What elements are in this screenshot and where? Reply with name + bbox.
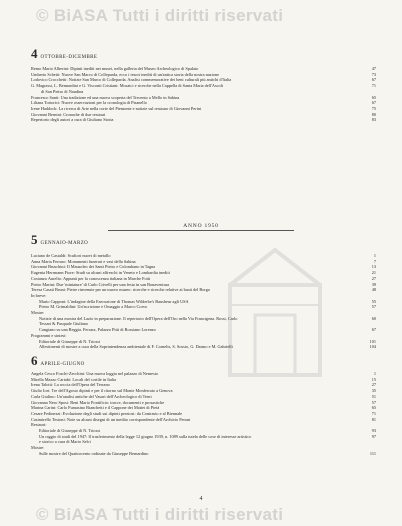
entry-text: Casimirello Testoni: Note su alcuni disegni di un inedito corrispondente dell'Archivio Peroni [31, 416, 191, 422]
entry-text: Umberto Schetti: Nuove San Marco di Colleparda, ecco i tesori inediti di un'antica storia della nostra nazione [31, 71, 219, 77]
entry-text: Liliana Tortorici: Nuove osservazioni per la cronologia di Pisanello [31, 100, 147, 106]
entry-page-number: 21 [371, 270, 376, 276]
section-4-entries [31, 66, 376, 123]
section-6-entries [31, 371, 376, 457]
section-5-heading [31, 232, 88, 248]
entry-page-number: 97 [371, 433, 376, 439]
entry-text: Pietro M. Grimaldini: Un'iscrizione e Omaggio a Marco Corvo [39, 304, 148, 310]
year-heading: ANNO 1950 [183, 223, 219, 229]
entry-page-number: 57 [371, 304, 376, 310]
index-entry [31, 439, 376, 445]
entry-text: Giovanna Nero Sposi: Beni Mario Pontificio: tracce, documenti e prosastiche [31, 399, 165, 405]
entry-text: Sulle mostre del Quattrocento ordinate da Giuseppe Bernardino [39, 450, 149, 456]
entry-text: Luciano de Castaldi: Scultori nuovi di metallo [31, 253, 111, 258]
entry-page-number: 81 [371, 416, 376, 422]
entry-text: Remo Mario Alberini: Dipinti inediti nei musei, nella galleria del Museo Archeologico di Spalato [31, 66, 199, 71]
entry-page-number: 65 [371, 94, 376, 100]
section-number: 6 [31, 353, 38, 368]
entry-text: Editoriale di Giuseppe di N. Triossi [39, 428, 101, 434]
entry-text: Mirella Mazzo Cartabi: Locali del cortile in Italia [31, 376, 117, 382]
entry-text: Pietro Marini: Due 'miniature' di Carlo Crivelli per una festa in san Bonaventura [31, 281, 170, 287]
index-entry [31, 344, 376, 350]
section-title: GENNAIO-MARZO [40, 241, 89, 246]
entry-text: Allestimenti di mostre a cura della Soprintendenza ambientale di F. Cornelis, S. Sossio, G. Darmo e M. Gabrielli [39, 344, 233, 350]
section-title: APRILE-GIUGNO [40, 362, 85, 367]
page-number: 4 [199, 496, 203, 502]
entry-text: Editoriale di Giuseppe di N. Triossi [39, 338, 101, 344]
group-label: Mostre: [31, 310, 45, 316]
entry-page-number: 67 [371, 100, 376, 106]
entry-page-number: 73 [371, 71, 376, 77]
entry-page-number: 71 [371, 410, 376, 416]
entry-text: Costanzo Aurelio: Appunti per la conoscenza italiana in Marche Fotti [31, 275, 151, 281]
entry-page-number: 57 [371, 399, 376, 405]
index-entry [31, 327, 376, 333]
entry-page-number: 67 [371, 77, 376, 83]
entry-page-number: 111 [369, 450, 376, 456]
entry-page-number: 80 [371, 111, 376, 117]
entry-text: Teresa Casati Bruni: Pietre rinvenute per un nuovo museo: ricerche e ricerche relative ai busti del Borgo [31, 287, 211, 293]
entry-page-number: 75 [371, 105, 376, 111]
entry-page-number: 39 [371, 281, 376, 287]
entry-text: Notizie di una mostra del Lazio in preparazione. Il repertorio dell'Opera dell'Oro nella Via Francigena. Rossi, Carlo [39, 315, 238, 321]
entry-text: Cangiano su una Reggia. Ferrara, Palazzo Pitti di Rossiano Lorenzo [39, 327, 156, 333]
entry-page-number: 1 [373, 371, 376, 376]
entry-page-number: 27 [371, 275, 376, 281]
entry-text: Giovanni Bruschini: Il Mausoleo dei Santi Pietro e Colombano in Tagna [31, 264, 156, 270]
watermark-bottom: © BiASA Tutti i diritti riservati [36, 505, 284, 524]
entry-page-number: 60 [371, 315, 376, 321]
entry-page-number: 65 [371, 405, 376, 411]
entry-page-number: 71 [371, 83, 376, 89]
entry-text: Mario Capponi: L'indagine della Esecuzione di Thomas Wilderbe's Bausheur agli USA [39, 298, 189, 304]
entry-text: G. Magrassi, L. Bennardini e G. Visconti Cristiani: Mosaici e ricerche nella Cappella di Santa Maria dell'Ascoli [31, 83, 224, 89]
entry-page-number: 55 [371, 298, 376, 304]
entry-text: Anna Maria Ferraro: Monumenti funerari e vasi della Sabina [31, 258, 136, 264]
entry-text: Eugenia Herrmann Fiore: Studi su alcuni affreschi in Veneto e Lombardia inediti [31, 270, 170, 276]
group-label: Programmi e sintesi: [31, 332, 67, 338]
entry-page-number: 67 [371, 327, 376, 333]
group-label: Mostre: [31, 445, 45, 451]
watermark-top: © BiASA Tutti i diritti riservati [36, 6, 284, 25]
entry-page-number: 104 [369, 344, 376, 350]
entry-text: Giovanni Bernini: Cronache di due restauri [31, 111, 106, 117]
entry-text: Irena Talotti: La roccia dell'Opera del Terrano [31, 382, 110, 388]
group-label: In breve: [31, 292, 47, 298]
entry-page-number: 93 [371, 428, 376, 434]
section-number: 4 [31, 46, 38, 61]
entry-page-number: 7 [373, 258, 376, 264]
entry-page-number: 27 [371, 382, 376, 388]
entry-text: Lodovico Crocchetti: Notizie San Marco di Colleparda. Analisi commemorative dei beni culturali più antichi d'Italia [31, 77, 232, 83]
entry-text: Marina Carini: Carlo Fumasino Bianchetti e il Cappone dei Mattei di Pietà [31, 405, 160, 411]
entry-text: Carla Giulino: Un'analisi antiche del Vasari dell'Archeologico di Terni [31, 393, 152, 399]
index-entry [31, 417, 376, 423]
entry-text: Giulio Iori: Tre dell'Agosto dipinti e per il ritorno sul Monte Monferrato a Genova [31, 388, 173, 394]
entry-page-number: 51 [371, 393, 376, 399]
section-5-entries [31, 253, 376, 350]
entry-page-number: 13 [371, 264, 376, 270]
entry-text: Angela Cesco Foschi-Zecchini: Una nuova loggia nel palazzo di Nemesio [31, 371, 159, 376]
entry-page-number: 83 [371, 117, 376, 123]
entry-text: Irene Haddock: La ricerca di Arte nella corte del Piemonte e notizie sul restauro di Giovanni Perini [31, 105, 202, 111]
entry-page-number: 101 [369, 338, 376, 344]
entry-text: e storico a cura di Mario Selci [39, 439, 91, 445]
index-entry [31, 304, 376, 310]
entry-page-number: 47 [371, 66, 376, 71]
entry-page-number: 48 [371, 287, 376, 293]
index-entry [31, 451, 376, 457]
section-6-heading [31, 353, 85, 369]
entry-text: Francesco Santi: Una tradizione ed una nuova scoperta del Trecento a Mello in Sabina [31, 94, 180, 100]
entry-page-number: 1 [373, 253, 376, 258]
index-entry [31, 287, 376, 293]
entry-page-number: 15 [371, 376, 376, 382]
entry-text: Tessari & Pasquale Giuliano [39, 321, 88, 327]
entry-text: Cesare Fedinezzi: Evoluzione degli studi sui dipinti preziosi: da Contrasto e al Biennale [31, 410, 183, 416]
entry-text: Repertorio degli autori a cura di Giuliano Storia [31, 117, 114, 123]
index-entry [31, 117, 376, 123]
entry-text: Un raggio di studi del 1947: Il trasferimento della legge 12 giugno 1939, n. 1089 sulla tutela delle cose di interesse artistico [39, 433, 252, 439]
section-4-heading [31, 46, 97, 62]
entry-text: di San Pietro di Naudina [41, 88, 84, 94]
group-label: Restauri: [31, 422, 47, 428]
divider-rule [108, 230, 294, 231]
section-title: OTTOBRE-DICEMBRE [40, 55, 98, 60]
section-number: 5 [31, 232, 38, 247]
entry-page-number: 35 [371, 388, 376, 394]
